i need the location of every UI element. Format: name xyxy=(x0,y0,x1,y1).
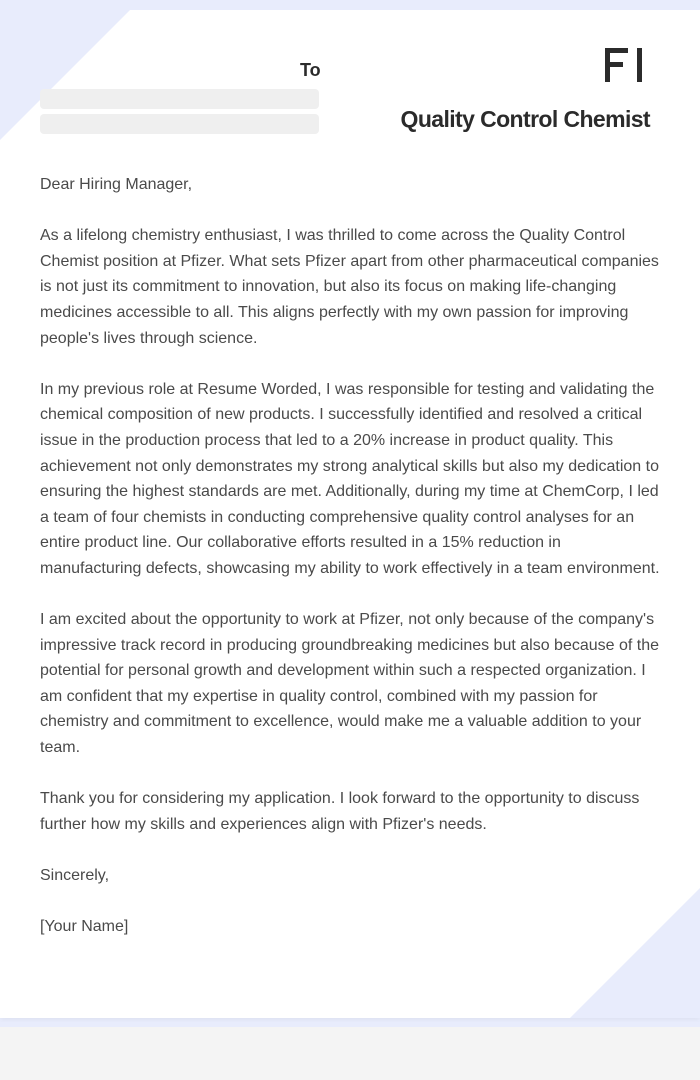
letter-paragraph: I am excited about the opportunity to work at Pfizer, not only because of the company's impressive track record in producing groundbreaking medicines but also because of the potential for personal growth and development within such a respected organization. I am confident that my expertise in quality control, combined with my passion for chemistry and commitment to excellence, would make me a valuable addition to your team. xyxy=(40,611,660,757)
letter-signature-name: [Your Name] xyxy=(40,918,129,936)
letter-body xyxy=(40,172,662,940)
letter-paper xyxy=(0,10,700,1018)
recipient-address-placeholder-1 xyxy=(40,89,319,109)
letter-paragraph: Thank you for considering my application. I look forward to the opportunity to discuss further how my skills and experiences align with Pfizer's needs. xyxy=(40,790,640,833)
fi-logo-icon xyxy=(605,48,645,82)
job-title: Quality Control Chemist xyxy=(400,106,650,132)
letter-greeting: Dear Hiring Manager, xyxy=(40,176,193,193)
letter-paragraph: As a lifelong chemistry enthusiast, I was thrilled to come across the Quality Control Chemist position at Pfizer. What sets Pfizer apart from other pharmaceutical companies is not just its commitment to innovation, but also its focus on making life-changing medicines accessible to all. This aligns perfectly with my own passion for improving people's lives through science. xyxy=(40,227,659,347)
letter-sign-off: Sincerely, xyxy=(40,867,110,885)
recipient-to-label: To xyxy=(300,60,321,80)
recipient-address-placeholder-2 xyxy=(40,114,319,134)
letter-paragraph: In my previous role at Resume Worded, I was responsible for testing and validating the chemical composition of new products. I successfully identified and resolved a critical issue in the production process that led to a 20% increase in product quality. This achievement not only demonstrates my strong analytical skills but also my dedication to ensuring the highest standards are met. Additionally, during my time at ChemCorp, I led a team of four chemists in conducting comprehensive quality control analyses for an entire product line. Our collaborative efforts resulted in a 15% reduction in manufacturing defects, showcasing my ability to work effectively in a team environment. xyxy=(40,380,660,577)
